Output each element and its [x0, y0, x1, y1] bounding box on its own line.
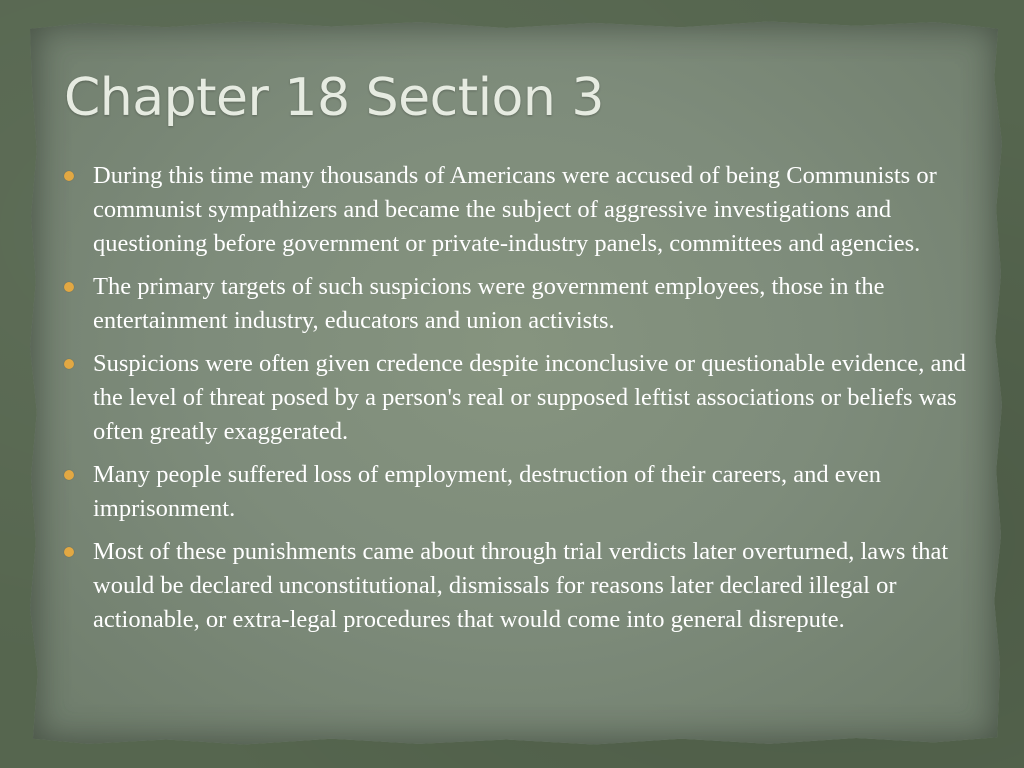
bullet-dot-icon [64, 171, 74, 181]
bullet-item [62, 347, 972, 449]
bullet-dot-icon [64, 359, 74, 369]
bullet-text: During this time many thousands of Americans were accused of being Communists or communist sympathizers and became the subject of aggressive investigations and questioning before government or private-industry panels, committees and agencies. [93, 162, 937, 257]
bullet-item [62, 458, 972, 526]
bullet-dot-icon [64, 547, 74, 557]
bullet-text: The primary targets of such suspicions were government employees, those in the entertainment industry, educators and union activists. [93, 273, 885, 334]
bullet-item [62, 535, 972, 637]
slide-title: Chapter 18 Section 3 [64, 68, 604, 128]
bullet-dot-icon [64, 282, 74, 292]
bullet-list [62, 159, 972, 646]
bullet-item [62, 270, 972, 338]
bullet-text: Suspicions were often given credence despite inconclusive or questionable evidence, and the level of threat posed by a person's real or supposed leftist associations or beliefs was often greatly exaggerated. [93, 350, 966, 445]
bullet-text: Most of these punishments came about through trial verdicts later overturned, laws that would be declared unconstitutional, dismissals for reasons later declared illegal or actionable, or extra-legal procedures that would come into general disrepute. [93, 538, 949, 633]
bullet-item [62, 159, 972, 261]
bullet-text: Many people suffered loss of employment, destruction of their careers, and even imprisonment. [93, 461, 882, 522]
bullet-dot-icon [64, 470, 74, 480]
